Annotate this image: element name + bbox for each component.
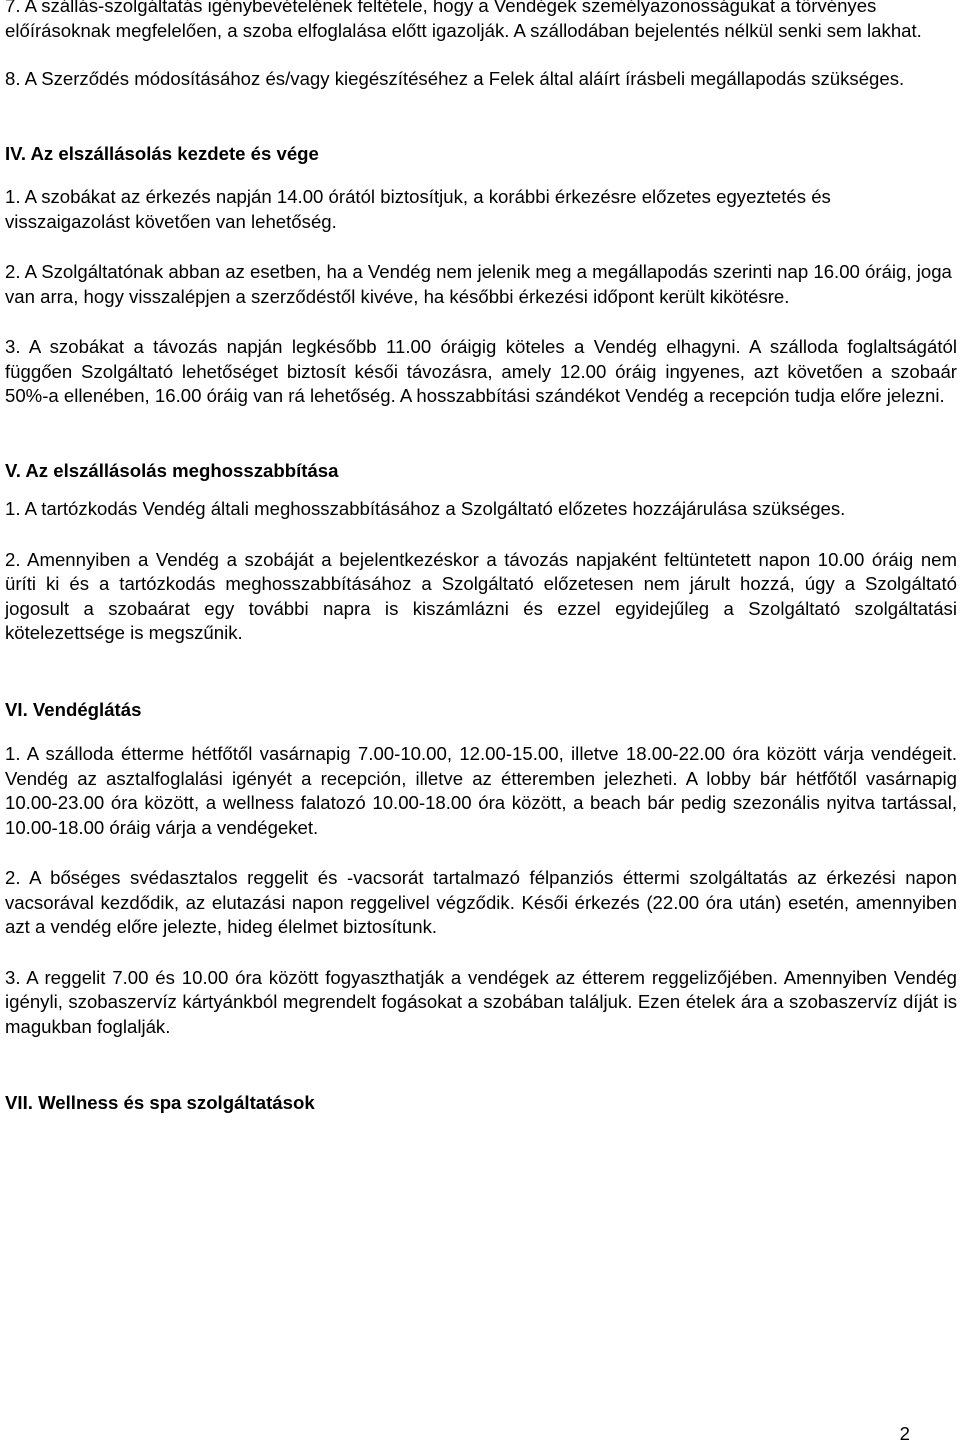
section-v-item-2: 2. Amennyiben a Vendég a szobáját a bejelentkezéskor a távozás napjaként feltüntetett napon 10.00 óráig nem üríti ki és a tartózkodás meghosszabbításához a Szolgáltató előzetesen nem járult hozzá, úgy a Szolgáltató jogosult a szobaárat egy további napra is kiszámlázni és ezzel egyidejűleg a Szolgáltató szolgáltatási kötelezettsége is megszűnik. <box>5 548 957 643</box>
paragraph-7: 7. A szállás-szolgáltatás igénybevételének feltétele, hogy a Vendégek személyazonosságukat a törvényes előírásoknak megfelelően, a szoba elfoglalása előtt igazolják. A szállodában bejelentés nélkül senki sem lakhat. <box>5 0 922 41</box>
section-iv-item-3: 3. A szobákat a távozás napján legkésőbb 11.00 óráigig köteles a Vendég elhagyni. A szálloda foglaltságától függően Szolgáltató lehetőséget biztosít késői távozásra, amely 12.00 óráig ingyenes, azt követően a szobaár 50%-a ellenében, 16.00 óráig van rá lehetőség. A hosszabbítási szándékot Vendég a recepción tudja előre jelezni. <box>5 336 957 406</box>
section-v-heading: V. Az elszállásolás meghosszabbítása <box>5 459 339 481</box>
section-vi-item-3: 3. A reggelit 7.00 és 10.00 óra között fogyaszthatják a vendégek az étterem reggelizőjében. Amennyiben Vendég igényli, szobaszervíz kártyánkból megrendelt fogásokat a szobában találjuk. Ezen ételek ára a szobaszervíz díját is magukban foglalják. <box>5 966 957 1037</box>
section-vi-item-1: 1. A szálloda étterme hétfőtől vasárnapig 7.00-10.00, 12.00-15.00, illetve 18.00-22.00 óra között várja vendégeit. Vendég az asztalfoglalási igényét a recepción, illetve az étteremben jelezheti. A lobby bár hétfőtől vasárnapig 10.00-23.00 óra között, a wellness falatozó 10.00-18.00 óra között, a beach bár pedig szezonális nyitva tartással, 10.00-18.00 óráig várja a vendégeket. <box>5 743 957 838</box>
section-vi-heading: VI. Vendéglátás <box>5 698 142 720</box>
document-page <box>5 0 957 1116</box>
section-iv-heading: IV. Az elszállásolás kezdete és vége <box>5 142 319 164</box>
section-vii-heading: VII. Wellness és spa szolgáltatások <box>5 1092 315 1113</box>
section-v-item-1: 1. A tartózkodás Vendég általi meghosszabbításához a Szolgáltató előzetes hozzájárulása szükséges. <box>5 498 846 519</box>
section-iv-item-2: 2. A Szolgáltatónak abban az esetben, ha a Vendég nem jelenik meg a megállapodás szerinti nap 16.00 óráig, joga van arra, hogy visszalépjen a szerződéstől kivéve, ha későbbi érkezési időpont került kikötésre. <box>5 261 952 307</box>
paragraph-8: 8. A Szerződés módosításához és/vagy kiegészítéséhez a Felek által aláírt írásbeli megállapodás szükséges. <box>5 68 905 89</box>
section-iv-item-1: 1. A szobákat az érkezés napján 14.00 órától biztosítjuk, a korábbi érkezésre előzetes egyeztetés és visszaigazolást követően van lehetőség. <box>5 186 831 232</box>
page-number: 2 <box>899 1423 910 1444</box>
section-vi-item-2: 2. A bőséges svédasztalos reggelit és -vacsorát tartalmazó félpanziós éttermi szolgáltatás az érkezési napon vacsorával kezdődik, az elutazási napon reggelivel végződik. Késői érkezés (22.00 óra után) esetén, amennyiben azt a vendég előre jelezte, hideg élelmet biztosítunk. <box>5 867 957 937</box>
